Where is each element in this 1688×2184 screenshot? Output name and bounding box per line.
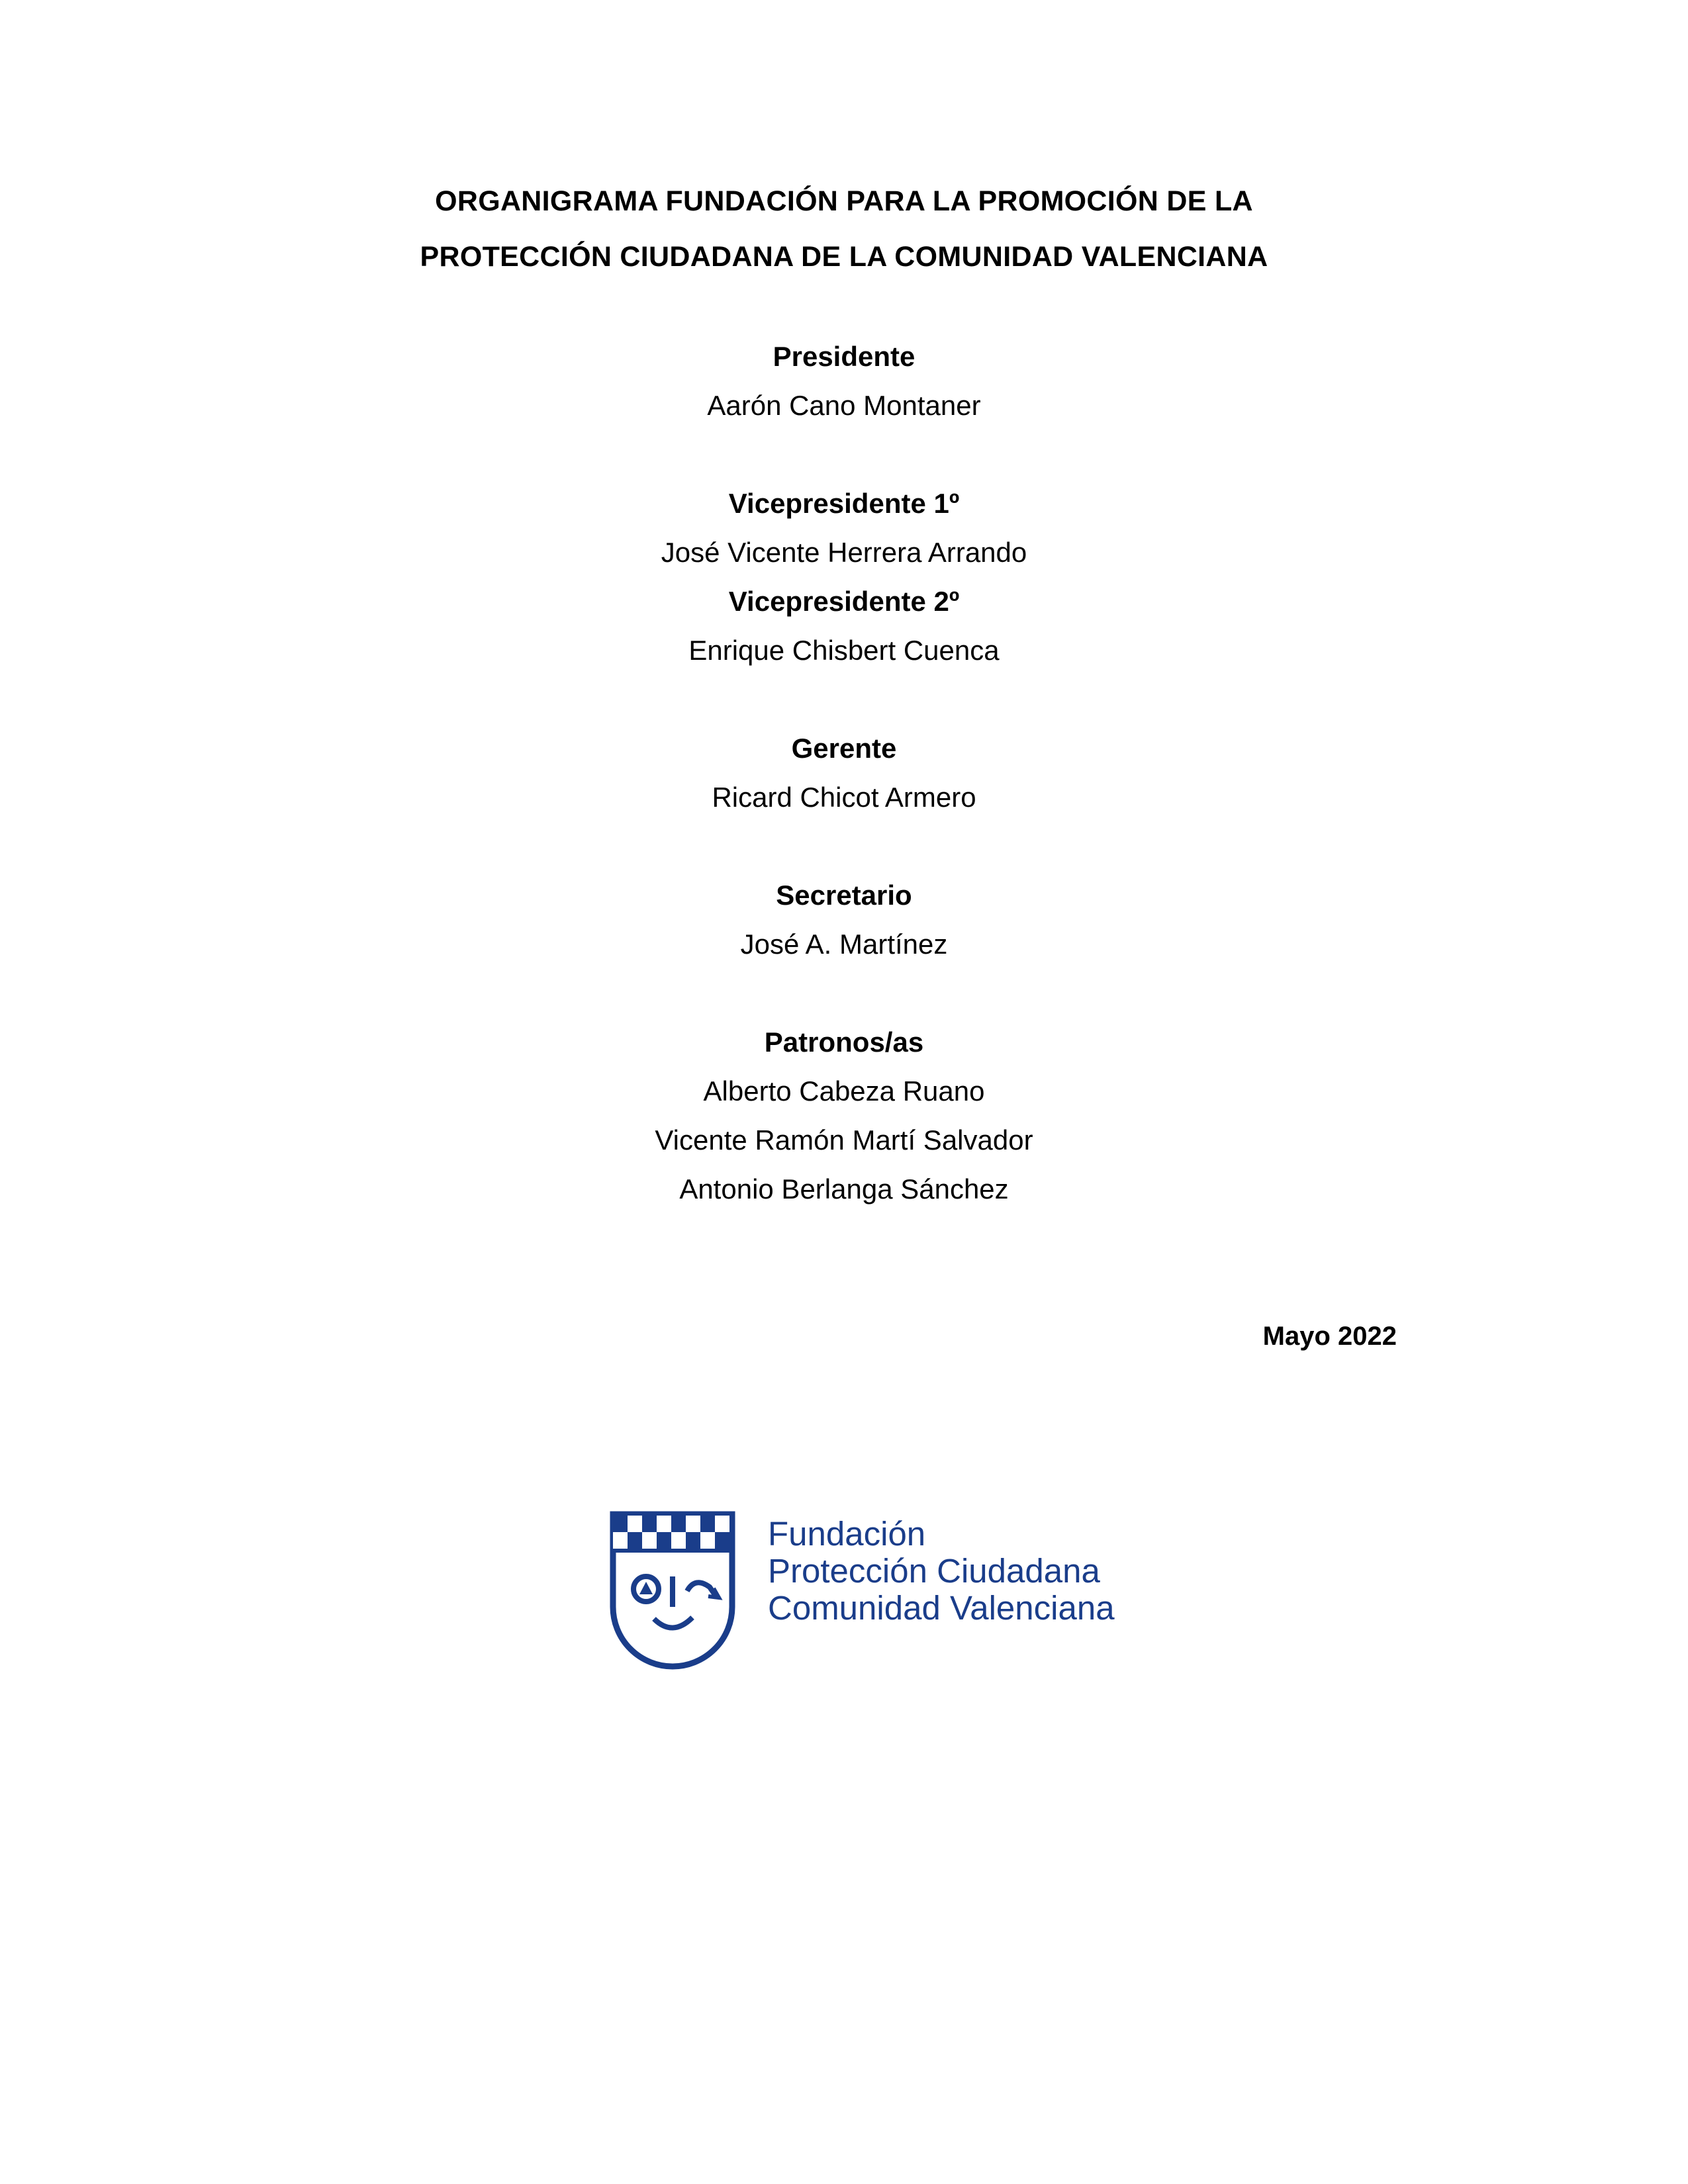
role-secretario: Secretario xyxy=(776,880,912,911)
name-patrono-1: Alberto Cabeza Ruano xyxy=(703,1075,985,1107)
name-patrono-2: Vicente Ramón Martí Salvador xyxy=(655,1124,1033,1156)
name-gerente: Ricard Chicot Armero xyxy=(712,782,976,813)
role-vicepresidente-1: Vicepresidente 1º xyxy=(728,488,960,519)
role-vicepresidente-2: Vicepresidente 2º xyxy=(728,586,960,617)
name-secretario: José A. Martínez xyxy=(740,929,948,960)
name-presidente: Aarón Cano Montaner xyxy=(707,390,981,421)
role-presidente: Presidente xyxy=(773,341,915,372)
role-gerente: Gerente xyxy=(791,733,897,764)
document-title xyxy=(0,173,1688,285)
title-line-2: PROTECCIÓN CIUDADANA DE LA COMUNIDAD VALENCIANA xyxy=(420,241,1268,273)
name-patrono-3: Antonio Berlanga Sánchez xyxy=(679,1173,1009,1205)
name-vicepresidente-1: José Vicente Herrera Arrando xyxy=(661,537,1027,568)
role-patronos: Patronos/as xyxy=(764,1026,924,1058)
title-line-1: ORGANIGRAMA FUNDACIÓN PARA LA PROMOCIÓN DE LA xyxy=(435,185,1253,217)
document-date: Mayo 2022 xyxy=(1262,1322,1397,1351)
logo-line-1: Fundación xyxy=(768,1515,926,1553)
logo-line-2: Protección Ciudadana xyxy=(768,1552,1100,1590)
logo-line-3: Comunidad Valenciana xyxy=(768,1589,1115,1627)
name-vicepresidente-2: Enrique Chisbert Cuenca xyxy=(688,635,1000,666)
logo-wordmark xyxy=(768,1516,1115,1627)
